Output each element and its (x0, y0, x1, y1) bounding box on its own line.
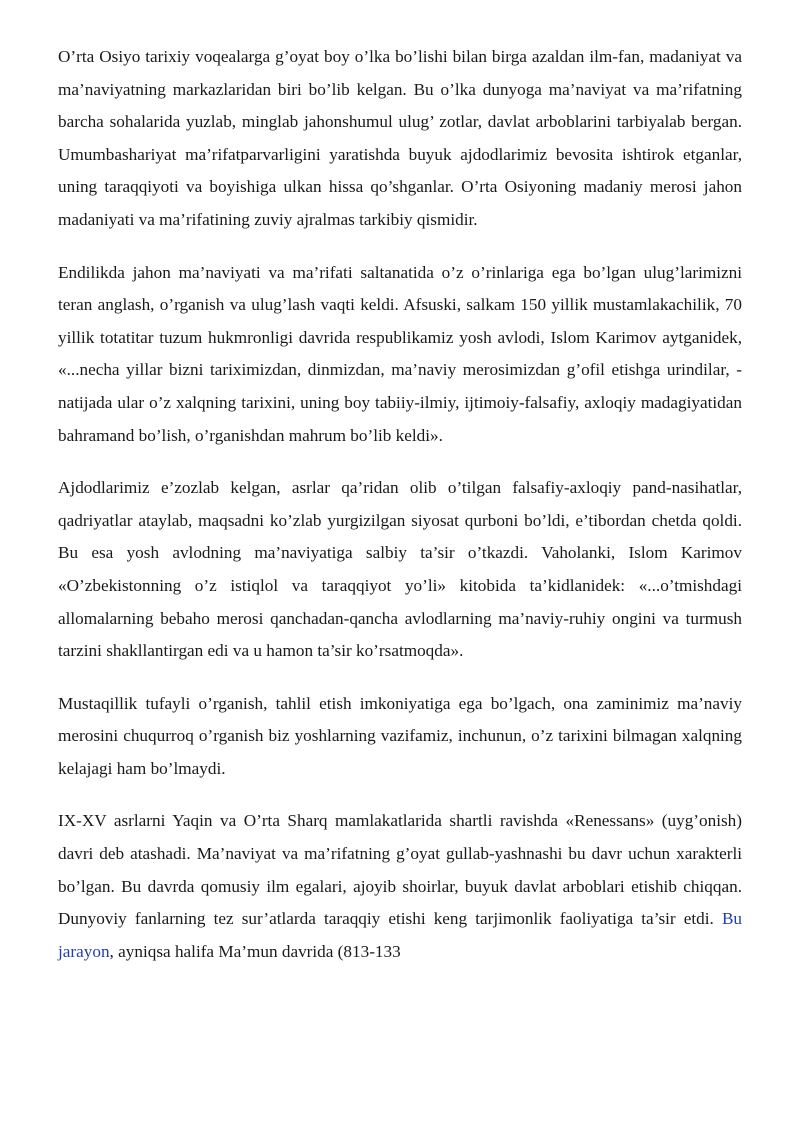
paragraph-5-text-end: , ayniqsa halifa Ma’mun davrida (813-133 (109, 941, 401, 961)
paragraph-4: Mustaqillik tufayli o’rganish, tahlil etish imkoniyatiga ega bo’lgach, ona zaminimiz ma’naviy merosini chuqurroq o’rganish biz yoshlarning vazifamiz, inchunun, o’z tarixini bilmagan xalqning kelajagi ham bo’lmaydi. (58, 693, 742, 778)
paragraph-3: Ajdodlarimiz e’zozlab kelgan, asrlar qa’ridan olib o’tilgan falsafiy-axloqiy pand-nasihatlar, qadriyatlar ataylab, maqsadni ko’zlab yurgizilgan siyosat qurboni bo’ldi, e’tibordan chetda qoldi. Bu esa yosh avlodning ma’naviyatiga salbiy ta’sir o’tkazdi. Vaholanki, Islom Karimov «O’zbekistonning o’z istiqlol va taraqqiyot yo’li» kitobida ta’kidlanidek: «...o’tmishdagi allomalarning bebaho merosi qanchadan-qancha avlodlarning ma’naviy-ruhiy ongini va turmush tarzini shakllantirgan edi va u hamon ta’sir ko’rsatmoqda». (58, 478, 742, 661)
bu-jarayon-link[interactable]: Bu jarayon (58, 909, 742, 961)
paragraph-5 (58, 805, 742, 968)
paragraph-2: Endilikda jahon ma’naviyati va ma’rifati saltanatida o’z o’rinlariga ega bo’lgan ulug’larimizni teran anglash, o’rganish va ulug’lash vaqti keldi. Afsuski, salkam 150 yillik mustamlakachilik, 70 yillik totatitar tuzum hukmronligi davrida respublikamiz yosh avlodi, Islom Karimov aytganidek, «...necha yillar bizni tariximizdan, dinmizdan, ma’naviy merosimizdan g’ofil etishga urindilar, - natijada ular o’z xalqning tarixini, uning boy tabiiy-ilmiy, ijtimoiy-falsafiy, axloqiy madagiyatidan bahramand bo’lish, o’rganishdan mahrum bo’lib keldi». (58, 262, 742, 445)
paragraph-5-text-start: IX-XV asrlarni Yaqin va O’rta Sharq mamlakatlarida shartli ravishda «Renessans» (uyg’onish) davri deb atashadi. Ma’naviyat va ma’rifatning g’oyat gullab-yashnashi bu davr uchun xarakterli bo’lgan. Bu davrda qomusiy ilm egalari, ajoyib shoirlar, buyuk davlat arboblari etishib chiqqan. Dunyoviy fanlarning tez sur’atlarda taraqqiy etishi keng tarjimonlik faoliyatiga ta’sir etdi. (58, 811, 742, 929)
paragraph-1: O’rta Osiyo tarixiy voqealarga g’oyat boy o’lka bo’lishi bilan birga azaldan ilm-fan, madaniyat va ma’naviyatning markazlaridan biri bo’lib kelgan. Bu o’lka dunyoga ma’naviyat va ma’rifatning barcha sohalarida yuzlab, minglab jahonshumul ulug’ zotlar, davlat arboblarini tarbiyalab bergan. Umumbashariyat ma’rifatparvarligini yaratishda buyuk ajdodlarimiz bevosita ishtirok etganlar, uning taraqqiyoti va boyishiga ulkan hissa qo’shganlar. O’rta Osiyoning madaniy merosi jahon madaniyati va ma’rifatining zuviy ajralmas tarkibiy qismidir. (58, 47, 742, 229)
